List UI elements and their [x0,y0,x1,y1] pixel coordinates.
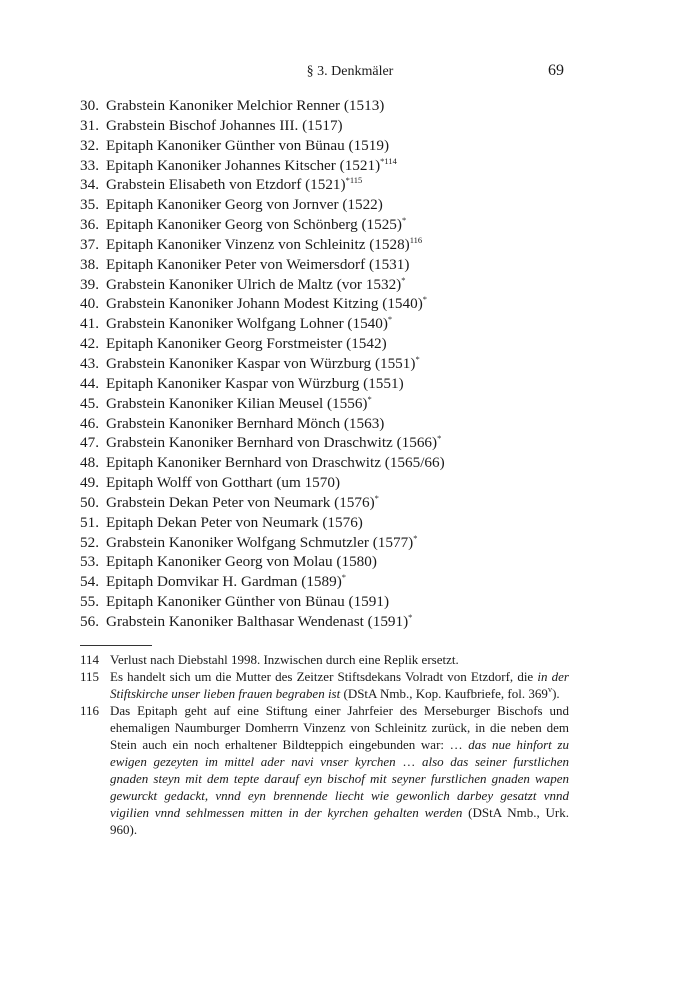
footnote-marker: * [437,433,442,444]
item-number: 37. [80,235,99,253]
footnote-marker: * [367,393,372,404]
item-text: Epitaph Kanoniker Johannes Kitscher (1521) [106,156,381,174]
item-number: 54. [80,573,99,591]
item-number: 31. [80,116,99,134]
item-text: Grabstein Kanoniker Melchior Renner (1513) [106,97,385,114]
item-text: Grabstein Dekan Peter von Neumark (1576) [106,493,375,511]
list-item [80,493,580,513]
footnote-text-part: Das Epitaph geht auf eine Stiftung einer Jahrfeier des Merseburger Bischofs und ehemaligen Naumburger Domherrn Vinzenz von Schleinitz zurück, in die neben dem Stein auch ein noch erhaltener Bildteppich eingebunden war: … [110,703,569,752]
item-text: Epitaph Kanoniker Günther von Bünau (1519) [106,136,390,154]
list-item [80,175,580,195]
footnote-quote: das nue hinfort zu ewigen gezeyten im mittel ader navi vnser kyrchen [110,737,569,769]
item-text: Grabstein Kanoniker Bernhard von Draschwitz (1566) [106,434,438,452]
item-number: 52. [80,533,99,551]
item-number: 42. [80,335,99,353]
item-text: Grabstein Kanoniker Ulrich de Maltz (vor 1532) [106,275,402,293]
item-text: Grabstein Elisabeth von Etzdorf (1521) [106,176,346,194]
list-item [80,156,580,176]
item-text: Epitaph Kanoniker Günther von Bünau (1591) [106,593,390,611]
footnote-rule [80,645,152,646]
item-number: 43. [80,354,99,372]
footnote-116 [80,702,569,838]
footnote-text-part: (DStA Nmb., Kop. Kaufbriefe, fol. 369 [340,686,548,701]
list-item [80,354,580,374]
item-text: Grabstein Kanoniker Balthasar Wendenast (1591) [106,612,409,630]
footnote-text: Verlust nach Diebstahl 1998. Inzwischen durch eine Replik ersetzt. [110,652,459,667]
list-item [80,235,580,255]
item-text: Epitaph Kanoniker Peter von Weimersdorf (1531) [106,255,410,273]
list-item [80,136,580,156]
page-number: 69 [548,62,564,79]
list-item [80,96,580,116]
item-number: 33. [80,156,99,174]
list-item [80,572,580,592]
item-text: Epitaph Kanoniker Georg von Schönberg (1525) [106,216,402,234]
footnote-number: 116 [80,703,100,718]
footnote-quote: also das seiner furstlichen gnaden steyn mit dem tepte darauf eyn bischof mit seyner furstlichen gnaden wapen gewurckt gedackt, vnnd eyn brennende liecht wie gewonlich darbey gesatzt vnnd vigilien vnnd sehlmessen mitten in der kyrchen gehalten werden [110,754,569,820]
footnotes [80,651,569,838]
item-text: Epitaph Wolff von Gotthart (um 1570) [106,474,341,492]
footnote-marker: * [408,611,413,622]
footnote-text [110,668,569,702]
footnote-114 [80,651,569,668]
running-title: § 3. Denkmäler [306,64,394,79]
list-item [80,612,580,632]
item-text: Epitaph Domvikar H. Gardman (1589) [106,573,342,591]
footnote-text-part: ). [552,686,560,701]
item-number: 46. [80,414,99,432]
list-item [80,592,580,612]
list-item [80,513,580,533]
list-item [80,255,580,275]
footnote-text [110,702,569,838]
item-text: Grabstein Kanoniker Wolfgang Lohner (1540) [106,315,388,333]
list-item [80,116,580,136]
footnote-number: 115 [80,669,100,684]
list-item [80,414,580,434]
footnote-marker: 116 [409,234,423,245]
item-number: 38. [80,255,99,273]
item-number: 34. [80,176,99,194]
item-text: Epitaph Dekan Peter von Neumark (1576) [106,513,363,531]
item-text: Grabstein Bischof Johannes III. (1517) [106,116,343,134]
footnote-marker: *114 [380,155,397,166]
item-number: 48. [80,454,99,472]
item-number: 35. [80,196,99,214]
item-number: 40. [80,295,99,313]
item-text: Grabstein Kanoniker Johann Modest Kitzing (1540) [106,295,423,313]
item-text: Grabstein Kanoniker Kilian Meusel (1556) [106,394,368,412]
item-text: Grabstein Kanoniker Bernhard Mönch (1563) [106,414,385,432]
list-item [80,533,580,553]
list-item [80,433,580,453]
list-item [80,374,580,394]
list-item [80,394,580,414]
list-item [80,275,580,295]
item-text: Grabstein Kanoniker Wolfgang Schmutzler (1577) [106,533,414,551]
footnote-marker: * [341,572,347,583]
item-number: 32. [80,136,99,154]
item-number: 55. [80,593,99,611]
item-number: 45. [80,394,99,412]
list-item [80,215,580,235]
footnote-superscript: v [547,684,553,694]
item-number: 44. [80,374,99,392]
page-header [0,64,700,84]
item-number: 49. [80,474,99,492]
item-text: Epitaph Kanoniker Vinzenz von Schleinitz (1528) [106,235,410,253]
item-text: Epitaph Kanoniker Georg von Jornver (1522) [106,196,383,214]
footnote-number: 114 [80,652,100,667]
footnote-quote: in der Stiftskirche unser lieben frauen begraben ist [110,669,569,701]
list-item [80,473,580,493]
list-item [80,195,580,215]
item-number: 39. [80,275,99,293]
item-number: 53. [80,553,99,571]
item-number: 36. [80,216,99,234]
item-number: 30. [80,97,99,114]
item-number: 56. [80,612,99,630]
item-text: Epitaph Kanoniker Georg Forstmeister (1542) [106,335,387,353]
footnote-115 [80,668,569,702]
list-item [80,334,580,354]
footnote-marker: * [413,532,418,543]
list-item [80,294,580,314]
item-text: Epitaph Kanoniker Georg von Molau (1580) [106,553,377,571]
item-text: Grabstein Kanoniker Kaspar von Würzburg (1551) [106,354,416,372]
footnote-marker: * [415,353,420,364]
footnote-marker: * [401,274,406,285]
item-number: 50. [80,493,99,511]
list-item [80,314,580,334]
item-number: 41. [80,315,99,333]
footnote-marker: * [422,294,428,305]
monument-list [80,96,580,632]
footnote-marker: * [387,314,393,325]
item-number: 51. [80,513,99,531]
footnote-marker: *115 [345,175,363,186]
list-item [80,552,580,572]
item-number: 47. [80,434,99,452]
list-item [80,453,580,473]
item-text: Epitaph Kanoniker Bernhard von Draschwitz (1565/66) [106,454,445,472]
footnote-marker: * [374,492,379,503]
footnote-marker: * [401,215,407,226]
footnote-text-part: (DStA Nmb., Urk. 960). [110,805,570,837]
item-text: Epitaph Kanoniker Kaspar von Würzburg (1551) [106,374,404,392]
footnote-text-part: … [395,754,422,769]
footnote-text-part: Es handelt sich um die Mutter des Zeitzer Stiftsdekans Volradt von Etzdorf, die [110,669,538,684]
